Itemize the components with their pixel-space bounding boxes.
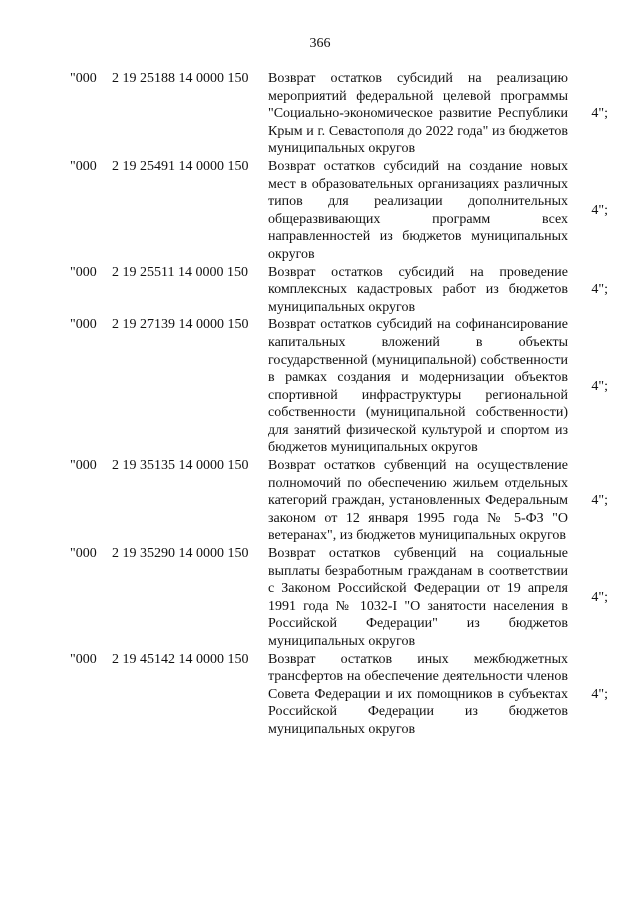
row-code: "000 xyxy=(70,264,97,280)
row-description: Возврат остатков субвенций на социальные выплаты безработным гражданам в соответствии с Законом Российской Федерации от 19 апреля 1991 года № 1032-I "О занятости населения в Российской Федерации" из бюджетов муниципальных округов xyxy=(268,546,568,649)
page-number: 366 xyxy=(309,36,331,51)
row-code: "000 xyxy=(70,71,97,86)
row-ref: 4"; xyxy=(591,106,608,122)
row-kbk: 2 19 27139 14 0000 150 xyxy=(112,317,249,333)
table-row xyxy=(70,70,610,158)
row-kbk: 2 19 25188 14 0000 150 xyxy=(112,71,249,86)
row-kbk: 2 19 45142 14 0000 150 xyxy=(112,651,249,667)
budget-code-table xyxy=(70,70,610,739)
row-kbk: 2 19 35290 14 0000 150 xyxy=(112,546,249,562)
table-row xyxy=(70,545,610,651)
row-ref: 4"; xyxy=(591,378,608,394)
table-row xyxy=(70,316,610,457)
row-code: "000 xyxy=(70,546,97,562)
row-description: Возврат остатков субсидий на реализацию мероприятий федеральной целевой программы "Социально-экономическое развитие Республики Крым и г. Севастополя до 2022 года" из бюджетов муниципальных округов xyxy=(268,71,568,157)
table-row xyxy=(70,651,610,739)
row-ref: 4"; xyxy=(591,202,608,218)
row-ref: 4"; xyxy=(591,282,608,298)
row-description: Возврат остатков субсидий на софинансирование капитальных вложений в объекты государственной (муниципальной) собственности в рамках создания и модернизации объектов спортивной инфраструктуры региональной собственности (муниципальной собственности) для занятий физической культурой и спортом из бюджетов муниципальных округов xyxy=(268,317,568,456)
row-ref: 4"; xyxy=(591,686,608,702)
row-description: Возврат остатков субсидий на проведение комплексных кадастровых работ из бюджетов муниципальных округов xyxy=(268,264,568,315)
row-ref: 4"; xyxy=(591,590,608,606)
table-row xyxy=(70,264,610,317)
row-description: Возврат остатков иных межбюджетных трансфертов на обеспечение деятельности членов Совета Федерации и их помощников в субъектах Российской Федерации из бюджетов муниципальных округов xyxy=(268,651,568,737)
table-row xyxy=(70,457,610,545)
table-row xyxy=(70,158,610,264)
row-ref: 4"; xyxy=(591,493,608,509)
row-kbk: 2 19 25491 14 0000 150 xyxy=(112,158,249,174)
row-code: "000 xyxy=(70,317,97,333)
row-description: Возврат остатков субвенций на осуществление полномочий по обеспечению жильем отдельных категорий граждан, установленных Федеральным законом от 12 января 1995 года № 5-ФЗ "О ветеранах", из бюджетов муниципальных округов xyxy=(268,458,568,544)
row-code: "000 xyxy=(70,458,97,474)
row-description: Возврат остатков субсидий на создание новых мест в образовательных организациях различных типов для реализации дополнительных общеразвивающих программ всех направленностей из бюджетов муниципальных округов xyxy=(268,158,568,262)
row-kbk: 2 19 35135 14 0000 150 xyxy=(112,458,249,474)
row-code: "000 xyxy=(70,651,97,667)
row-kbk: 2 19 25511 14 0000 150 xyxy=(112,264,248,280)
row-code: "000 xyxy=(70,158,97,174)
